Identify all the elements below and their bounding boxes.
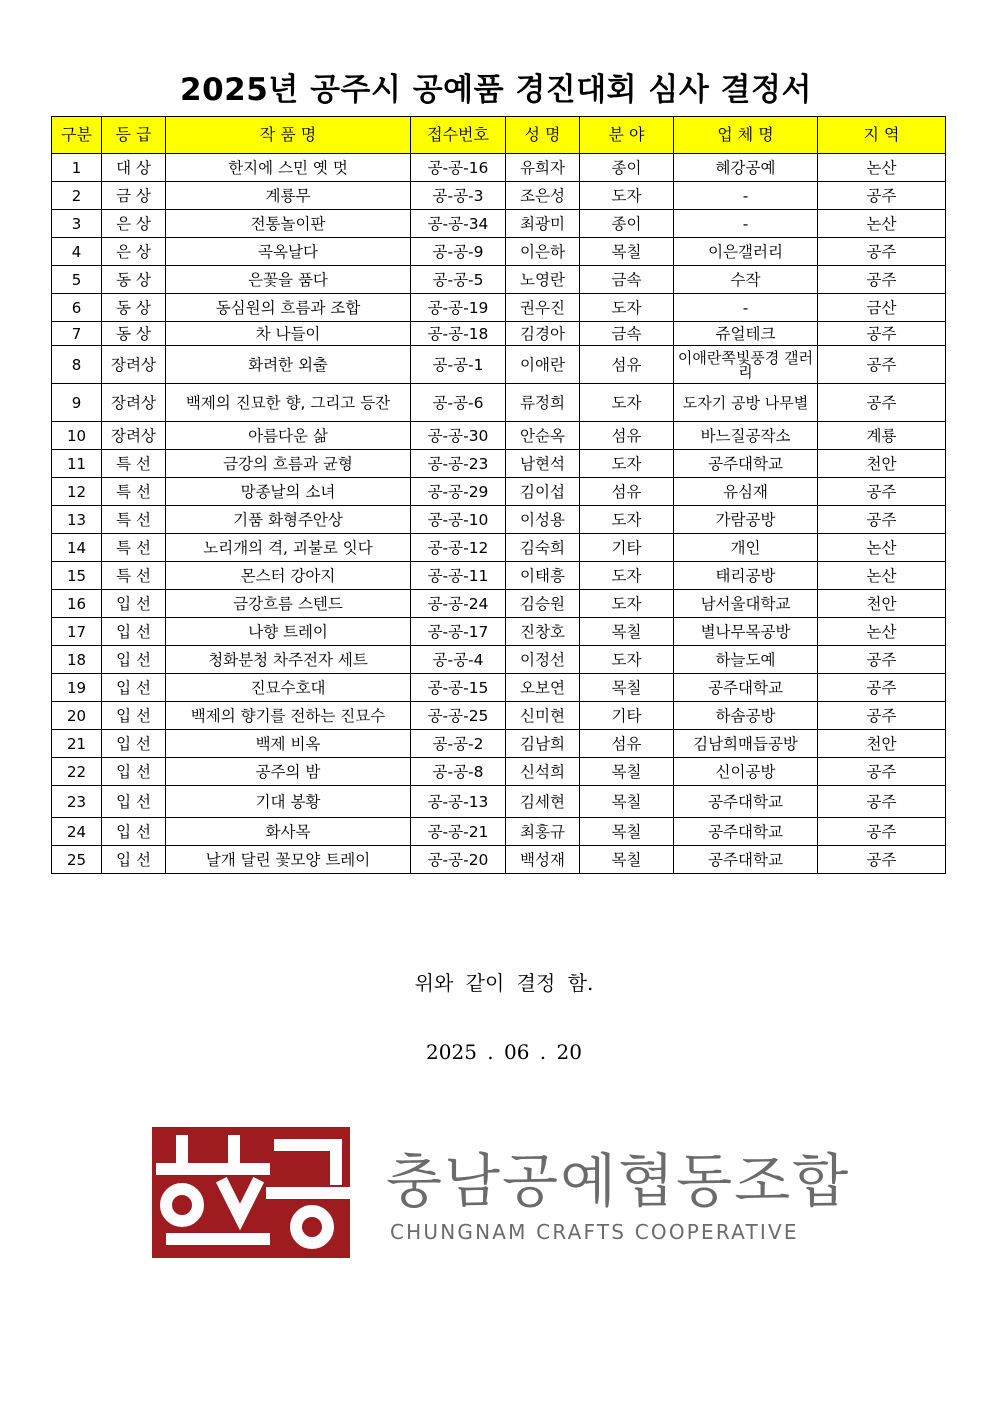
row-region: 공주 — [818, 266, 946, 294]
table-row — [52, 702, 946, 730]
row-number: 23 — [52, 786, 102, 818]
row-entry-number: 공-공-23 — [411, 450, 506, 478]
row-region: 공주 — [818, 384, 946, 422]
row-number: 14 — [52, 534, 102, 562]
table-row — [52, 730, 946, 758]
table-row — [52, 384, 946, 422]
row-work-title: 금강의 흐름과 균형 — [166, 450, 411, 478]
row-name: 김숙희 — [506, 534, 580, 562]
row-entry-number: 공-공-10 — [411, 506, 506, 534]
row-company: - — [674, 294, 818, 322]
row-name: 조은성 — [506, 182, 580, 210]
row-grade: 은 상 — [102, 210, 166, 238]
row-number: 20 — [52, 702, 102, 730]
row-work-title: 백제 비옥 — [166, 730, 411, 758]
table-row — [52, 562, 946, 590]
table-row — [52, 322, 946, 346]
row-company: - — [674, 210, 818, 238]
row-region: 천안 — [818, 590, 946, 618]
row-company: 바느질공작소 — [674, 422, 818, 450]
cooperative-logo-mark — [152, 1127, 350, 1258]
row-work-title: 곡옥날다 — [166, 238, 411, 266]
header-name: 성 명 — [506, 117, 580, 154]
row-region: 천안 — [818, 450, 946, 478]
cooperative-name-korean: 충남공예협동조합 — [386, 1147, 851, 1215]
row-grade: 특 선 — [102, 478, 166, 506]
row-work-title: 계룡무 — [166, 182, 411, 210]
row-name: 신석희 — [506, 758, 580, 786]
award-results-table — [51, 116, 946, 874]
row-entry-number: 공-공-5 — [411, 266, 506, 294]
row-field: 도자 — [580, 506, 674, 534]
row-grade: 특 선 — [102, 450, 166, 478]
row-entry-number: 공-공-17 — [411, 618, 506, 646]
row-company: 하늘도예 — [674, 646, 818, 674]
row-field: 목칠 — [580, 818, 674, 846]
row-region: 공주 — [818, 646, 946, 674]
row-grade: 대 상 — [102, 154, 166, 182]
row-entry-number: 공-공-16 — [411, 154, 506, 182]
row-number: 8 — [52, 346, 102, 384]
table-row — [52, 590, 946, 618]
row-company: 개인 — [674, 534, 818, 562]
row-name: 김세현 — [506, 786, 580, 818]
header-grade: 등 급 — [102, 117, 166, 154]
row-grade: 특 선 — [102, 506, 166, 534]
row-grade: 특 선 — [102, 534, 166, 562]
row-company: - — [674, 182, 818, 210]
header-category: 구분 — [52, 117, 102, 154]
row-number: 6 — [52, 294, 102, 322]
row-field: 기타 — [580, 702, 674, 730]
row-grade: 동 상 — [102, 294, 166, 322]
row-grade: 특 선 — [102, 562, 166, 590]
row-grade: 입 선 — [102, 730, 166, 758]
row-field: 목칠 — [580, 674, 674, 702]
row-field: 섬유 — [580, 346, 674, 384]
row-name: 이태흥 — [506, 562, 580, 590]
table-row — [52, 646, 946, 674]
row-work-title: 백제의 향기를 전하는 진묘수 — [166, 702, 411, 730]
row-work-title: 공주의 밤 — [166, 758, 411, 786]
row-field: 목칠 — [580, 758, 674, 786]
row-field: 종이 — [580, 154, 674, 182]
row-grade: 금 상 — [102, 182, 166, 210]
row-work-title: 차 나들이 — [166, 322, 411, 346]
row-work-title: 날개 달린 꽃모양 트레이 — [166, 846, 411, 874]
row-name: 남현석 — [506, 450, 580, 478]
table-row — [52, 758, 946, 786]
row-number: 12 — [52, 478, 102, 506]
row-entry-number: 공-공-20 — [411, 846, 506, 874]
table-row — [52, 182, 946, 210]
table-row — [52, 674, 946, 702]
table-body — [52, 154, 946, 874]
row-number: 21 — [52, 730, 102, 758]
row-number: 5 — [52, 266, 102, 294]
row-grade: 입 선 — [102, 818, 166, 846]
row-work-title: 동심원의 흐름과 조합 — [166, 294, 411, 322]
row-grade: 입 선 — [102, 646, 166, 674]
row-company: 가람공방 — [674, 506, 818, 534]
row-entry-number: 공-공-11 — [411, 562, 506, 590]
row-number: 25 — [52, 846, 102, 874]
row-grade: 동 상 — [102, 322, 166, 346]
row-region: 공주 — [818, 478, 946, 506]
row-number: 19 — [52, 674, 102, 702]
row-company: 신이공방 — [674, 758, 818, 786]
row-name: 최광미 — [506, 210, 580, 238]
row-entry-number: 공-공-8 — [411, 758, 506, 786]
row-number: 9 — [52, 384, 102, 422]
row-name: 김남희 — [506, 730, 580, 758]
row-field: 금속 — [580, 322, 674, 346]
row-entry-number: 공-공-15 — [411, 674, 506, 702]
row-region: 논산 — [818, 562, 946, 590]
row-entry-number: 공-공-9 — [411, 238, 506, 266]
row-region: 논산 — [818, 154, 946, 182]
row-grade: 장려상 — [102, 346, 166, 384]
row-entry-number: 공-공-24 — [411, 590, 506, 618]
row-grade: 장려상 — [102, 384, 166, 422]
row-field: 도자 — [580, 562, 674, 590]
row-work-title: 노리개의 격, 괴불로 잇다 — [166, 534, 411, 562]
document-title: 2025년 공주시 공예품 경진대회 심사 결정서 — [180, 72, 812, 108]
table-row — [52, 210, 946, 238]
row-name: 이은하 — [506, 238, 580, 266]
row-company: 유심재 — [674, 478, 818, 506]
row-name: 김이섭 — [506, 478, 580, 506]
row-field: 기타 — [580, 534, 674, 562]
header-field: 분 야 — [580, 117, 674, 154]
table-row — [52, 478, 946, 506]
row-region: 공주 — [818, 506, 946, 534]
table-row — [52, 506, 946, 534]
row-company: 공주대학교 — [674, 450, 818, 478]
row-name: 이성용 — [506, 506, 580, 534]
row-grade: 입 선 — [102, 786, 166, 818]
cooperative-name-english: CHUNGNAM CRAFTS COOPERATIVE — [390, 1220, 799, 1244]
row-number: 3 — [52, 210, 102, 238]
row-field: 도자 — [580, 384, 674, 422]
row-region: 공주 — [818, 322, 946, 346]
row-name: 백성재 — [506, 846, 580, 874]
header-work-title: 작 품 명 — [166, 117, 411, 154]
row-entry-number: 공-공-34 — [411, 210, 506, 238]
row-entry-number: 공-공-19 — [411, 294, 506, 322]
row-field: 섬유 — [580, 478, 674, 506]
row-name: 유희자 — [506, 154, 580, 182]
row-company: 태리공방 — [674, 562, 818, 590]
row-region: 공주 — [818, 846, 946, 874]
row-company: 공주대학교 — [674, 846, 818, 874]
row-grade: 입 선 — [102, 846, 166, 874]
row-entry-number: 공-공-12 — [411, 534, 506, 562]
table-row — [52, 818, 946, 846]
row-field: 도자 — [580, 646, 674, 674]
row-number: 17 — [52, 618, 102, 646]
table-row — [52, 294, 946, 322]
row-entry-number: 공-공-18 — [411, 322, 506, 346]
row-region: 논산 — [818, 210, 946, 238]
row-grade: 장려상 — [102, 422, 166, 450]
row-work-title: 망종날의 소녀 — [166, 478, 411, 506]
row-grade: 입 선 — [102, 618, 166, 646]
header-company: 업 체 명 — [674, 117, 818, 154]
row-region: 공주 — [818, 758, 946, 786]
row-name: 노영란 — [506, 266, 580, 294]
row-company: 공주대학교 — [674, 674, 818, 702]
row-region: 공주 — [818, 182, 946, 210]
row-work-title: 한지에 스민 옛 멋 — [166, 154, 411, 182]
row-entry-number: 공-공-2 — [411, 730, 506, 758]
closing-statement: 위와 같이 결정 함. — [414, 971, 594, 995]
row-number: 18 — [52, 646, 102, 674]
row-number: 7 — [52, 322, 102, 346]
row-company: 쥬얼테크 — [674, 322, 818, 346]
row-region: 논산 — [818, 618, 946, 646]
row-name: 안순옥 — [506, 422, 580, 450]
row-field: 섬유 — [580, 730, 674, 758]
row-field: 도자 — [580, 590, 674, 618]
table-row — [52, 786, 946, 818]
row-work-title: 금강흐름 스텐드 — [166, 590, 411, 618]
row-region: 공주 — [818, 238, 946, 266]
row-number: 2 — [52, 182, 102, 210]
row-company: 공주대학교 — [674, 786, 818, 818]
row-entry-number: 공-공-29 — [411, 478, 506, 506]
table-row — [52, 422, 946, 450]
row-region: 공주 — [818, 346, 946, 384]
row-grade: 입 선 — [102, 674, 166, 702]
row-company: 도자기 공방 나무별 — [674, 384, 818, 422]
row-region: 공주 — [818, 674, 946, 702]
row-region: 금산 — [818, 294, 946, 322]
row-name: 신미현 — [506, 702, 580, 730]
row-name: 이애란 — [506, 346, 580, 384]
row-field: 목칠 — [580, 618, 674, 646]
row-region: 천안 — [818, 730, 946, 758]
row-name: 김승원 — [506, 590, 580, 618]
row-field: 종이 — [580, 210, 674, 238]
row-entry-number: 공-공-30 — [411, 422, 506, 450]
table-row — [52, 618, 946, 646]
row-number: 13 — [52, 506, 102, 534]
row-name: 김경아 — [506, 322, 580, 346]
row-entry-number: 공-공-21 — [411, 818, 506, 846]
row-company: 이은갤러리 — [674, 238, 818, 266]
table-row — [52, 238, 946, 266]
row-field: 목칠 — [580, 846, 674, 874]
row-company: 남서울대학교 — [674, 590, 818, 618]
row-grade: 동 상 — [102, 266, 166, 294]
row-company: 김남희매듭공방 — [674, 730, 818, 758]
header-region: 지 역 — [818, 117, 946, 154]
row-work-title: 기대 봉황 — [166, 786, 411, 818]
table-row — [52, 534, 946, 562]
row-number: 22 — [52, 758, 102, 786]
decision-date: 2025 . 06 . 20 — [426, 1040, 582, 1064]
row-field: 도자 — [580, 182, 674, 210]
row-entry-number: 공-공-13 — [411, 786, 506, 818]
row-name: 이정선 — [506, 646, 580, 674]
row-company: 수작 — [674, 266, 818, 294]
row-entry-number: 공-공-3 — [411, 182, 506, 210]
row-field: 목칠 — [580, 786, 674, 818]
row-number: 24 — [52, 818, 102, 846]
row-work-title: 화려한 외출 — [166, 346, 411, 384]
row-number: 15 — [52, 562, 102, 590]
row-company: 하솜공방 — [674, 702, 818, 730]
row-number: 1 — [52, 154, 102, 182]
row-work-title: 청화분청 차주전자 세트 — [166, 646, 411, 674]
table-row — [52, 346, 946, 384]
row-field: 목칠 — [580, 238, 674, 266]
row-field: 금속 — [580, 266, 674, 294]
row-region: 공주 — [818, 818, 946, 846]
row-region: 공주 — [818, 786, 946, 818]
row-name: 진창호 — [506, 618, 580, 646]
row-work-title: 나향 트레이 — [166, 618, 411, 646]
row-name: 류정희 — [506, 384, 580, 422]
row-number: 16 — [52, 590, 102, 618]
row-work-title: 은꽃을 품다 — [166, 266, 411, 294]
table-row — [52, 154, 946, 182]
row-name: 최홍규 — [506, 818, 580, 846]
row-work-title: 아름다운 삶 — [166, 422, 411, 450]
row-grade: 은 상 — [102, 238, 166, 266]
table-row — [52, 846, 946, 874]
row-company: 별나무목공방 — [674, 618, 818, 646]
row-field: 도자 — [580, 294, 674, 322]
row-field: 섬유 — [580, 422, 674, 450]
table-header-row — [52, 117, 946, 154]
row-number: 11 — [52, 450, 102, 478]
table-row — [52, 266, 946, 294]
row-field: 도자 — [580, 450, 674, 478]
row-work-title: 전통놀이판 — [166, 210, 411, 238]
row-company: 혜강공예 — [674, 154, 818, 182]
row-entry-number: 공-공-25 — [411, 702, 506, 730]
header-entry-number: 접수번호 — [411, 117, 506, 154]
row-work-title: 화사목 — [166, 818, 411, 846]
row-grade: 입 선 — [102, 758, 166, 786]
row-work-title: 기품 화형주안상 — [166, 506, 411, 534]
row-entry-number: 공-공-4 — [411, 646, 506, 674]
row-work-title: 백제의 진묘한 향, 그리고 등잔 — [166, 384, 411, 422]
row-number: 4 — [52, 238, 102, 266]
row-number: 10 — [52, 422, 102, 450]
row-name: 오보연 — [506, 674, 580, 702]
row-company: 이애란쪽빛풍경 갤러리 — [674, 346, 818, 384]
row-grade: 입 선 — [102, 702, 166, 730]
row-entry-number: 공-공-1 — [411, 346, 506, 384]
row-work-title: 진묘수호대 — [166, 674, 411, 702]
row-company: 공주대학교 — [674, 818, 818, 846]
row-region: 논산 — [818, 534, 946, 562]
row-entry-number: 공-공-6 — [411, 384, 506, 422]
row-region: 계룡 — [818, 422, 946, 450]
row-name: 권우진 — [506, 294, 580, 322]
row-grade: 입 선 — [102, 590, 166, 618]
row-work-title: 몬스터 강아지 — [166, 562, 411, 590]
row-region: 공주 — [818, 702, 946, 730]
table-row — [52, 450, 946, 478]
